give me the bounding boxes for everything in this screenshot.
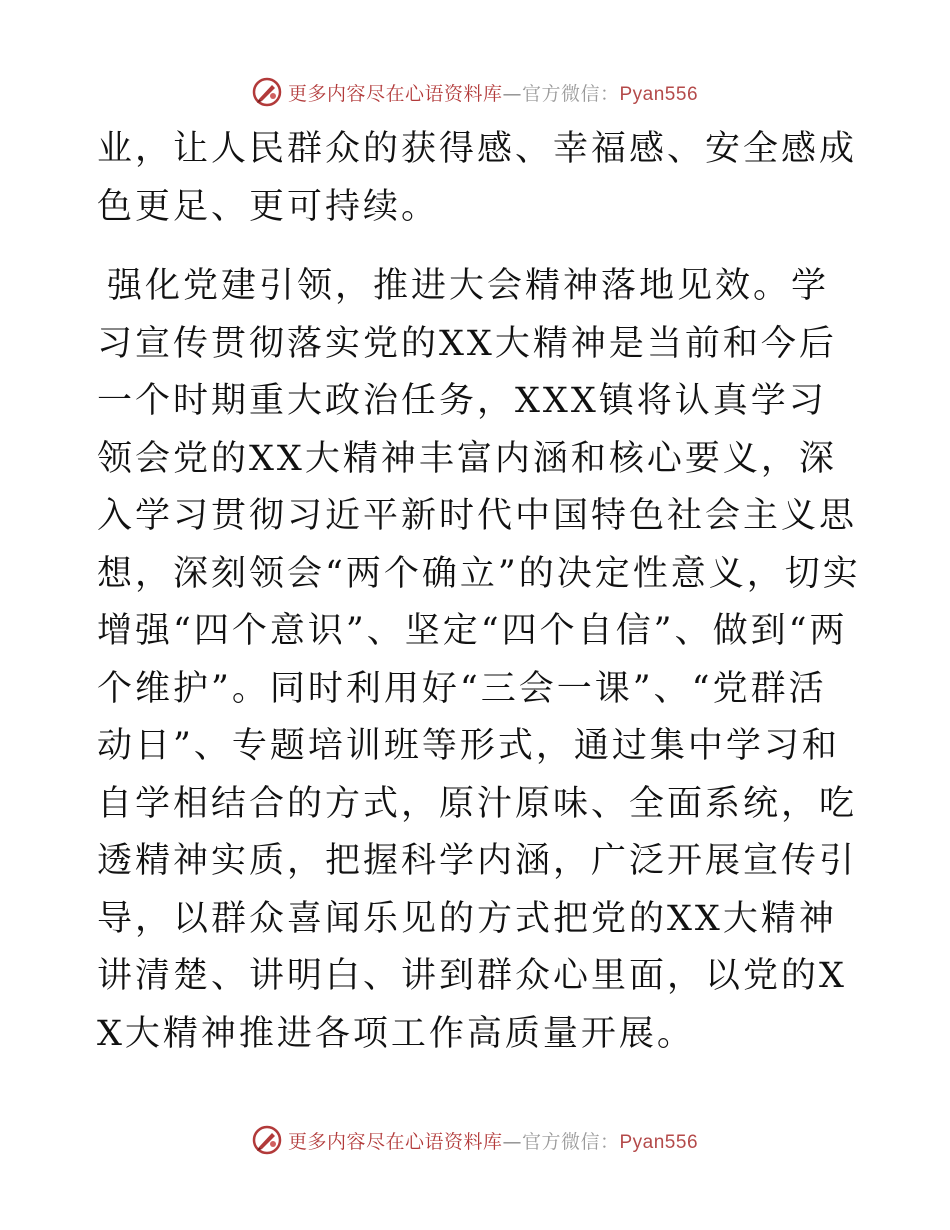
pen-logo-icon — [252, 77, 282, 107]
footer-watermark — [0, 1120, 950, 1160]
watermark-wechat-id: Pyan556 — [619, 83, 699, 105]
watermark-dash: — — [502, 1130, 522, 1153]
watermark-text — [288, 1127, 698, 1154]
pen-logo-icon — [252, 1125, 282, 1155]
watermark-wechat-id: Pyan556 — [619, 1131, 699, 1153]
watermark-main: 更多内容尽在心语资料库 — [287, 82, 503, 105]
header-watermark — [0, 72, 950, 112]
document-body — [97, 121, 862, 1063]
paragraph: 强化党建引领，推进大会精神落地见效。学习宣传贯彻落实党的XX大精神是当前和今后一个时期重大政治任务，XXX镇将认真学习领会党的XX大精神丰富内涵和核心要义，深入学习贯彻习近平新时代中国特色社会主义思想，深刻领会“两个确立”的决定性意义，切实增强“四个意识”、坚定“四个自信”、做到“两个维护”。同时利用好“三会一课”、“党群活动日”、专题培训班等形式，通过集中学习和自学相结合的方式，原汁原味、全面系统，吃透精神实质，把握科学内涵，广泛开展宣传引导，以群众喜闻乐见的方式把党的XX大精神讲清楚、讲明白、讲到群众心里面，以党的XX大精神推进各项工作高质量开展。 — [97, 266, 861, 1054]
watermark-main: 更多内容尽在心语资料库 — [287, 1130, 503, 1153]
paragraph: 业，让人民群众的获得感、幸福感、安全感成色更足、更可持续。 — [97, 129, 858, 227]
watermark-dash: — — [502, 82, 522, 105]
watermark-wechat-label: 官方微信： — [521, 1130, 620, 1153]
watermark-wechat-label: 官方微信： — [521, 82, 620, 105]
watermark-text — [288, 79, 698, 106]
